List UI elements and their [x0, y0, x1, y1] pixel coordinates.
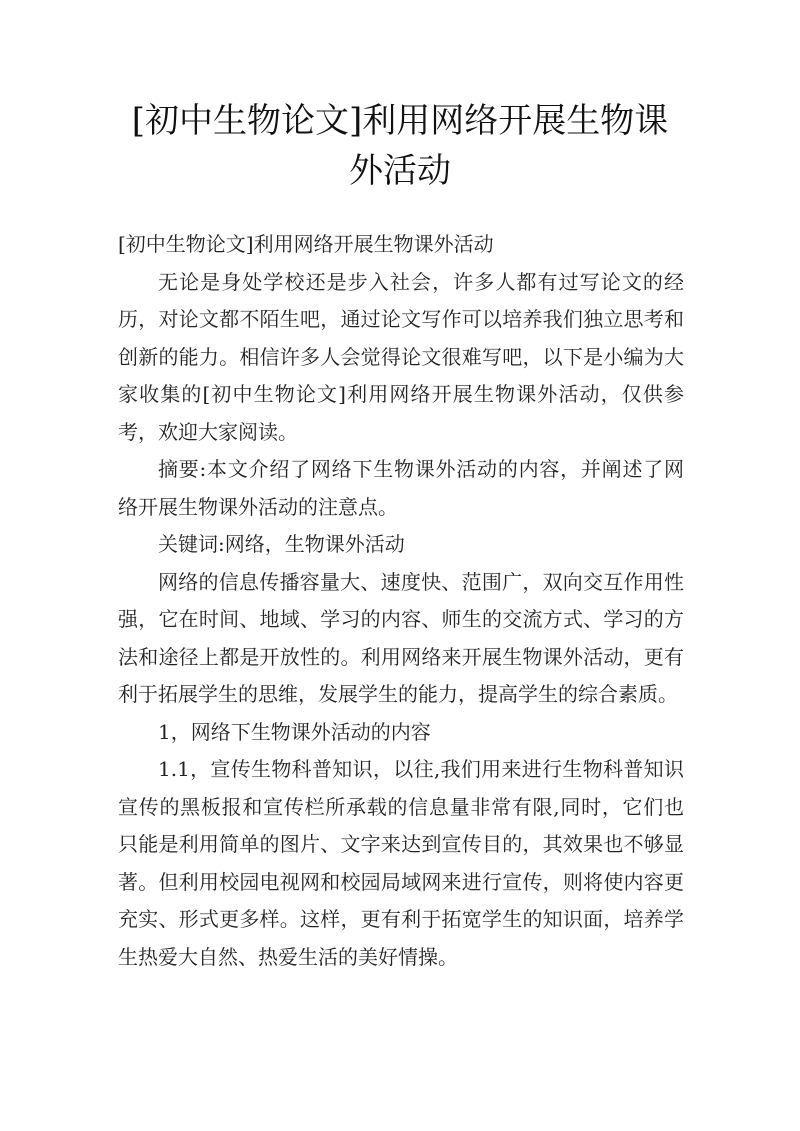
- paragraph-intro: 无论是身处学校还是步入社会，许多人都有过写论文的经历，对论文都不陌生吧，通过论文写作可以培养我们独立思考和创新的能力。相信许多人会觉得论文很难写吧，以下是小编为大家收集的[初中生物论文]利用网络开展生物课外活动，仅供参考，欢迎大家阅读。: [118, 269, 684, 444]
- document-title: [初中生物论文]利用网络开展生物课外活动: [131, 101, 669, 191]
- section-heading-1: 1，网络下生物课外活动的内容: [158, 719, 431, 744]
- paragraph-abstract: 摘要:本文介绍了网络下生物课外活动的内容，并阐述了网络开展生物课外活动的注意点。: [118, 457, 684, 519]
- document-body: [118, 226, 684, 976]
- paragraph-keywords: 关键词:网络，生物课外活动: [158, 532, 405, 556]
- paragraph-network-overview: 网络的信息传播容量大、速度快、范围广，双向交互作用性强，它在时间、地域、学习的内容、师生的交流方式、学习的方法和途径上都是开放性的。利用网络来开展生物课外活动，更有利于拓展学生的思维，发展学生的能力，提高学生的综合素质。: [118, 569, 684, 706]
- paragraph-heading-repeat: [初中生物论文]利用网络开展生物课外活动: [118, 232, 494, 256]
- paragraph-section-1-1: 1.1，宣传生物科普知识，以往,我们用来进行生物科普知识宣传的黑板报和宣传栏所承载的信息量非常有限,同时，它们也只能是利用简单的图片、文字来达到宣传目的，其效果也不够显著。但利用校园电视网和校园局域网来进行宣传，则将使内容更充实、形式更多样。这样，更有利于拓宽学生的知识面，培养学生热爱大自然、热爱生活的美好情操。: [118, 757, 684, 969]
